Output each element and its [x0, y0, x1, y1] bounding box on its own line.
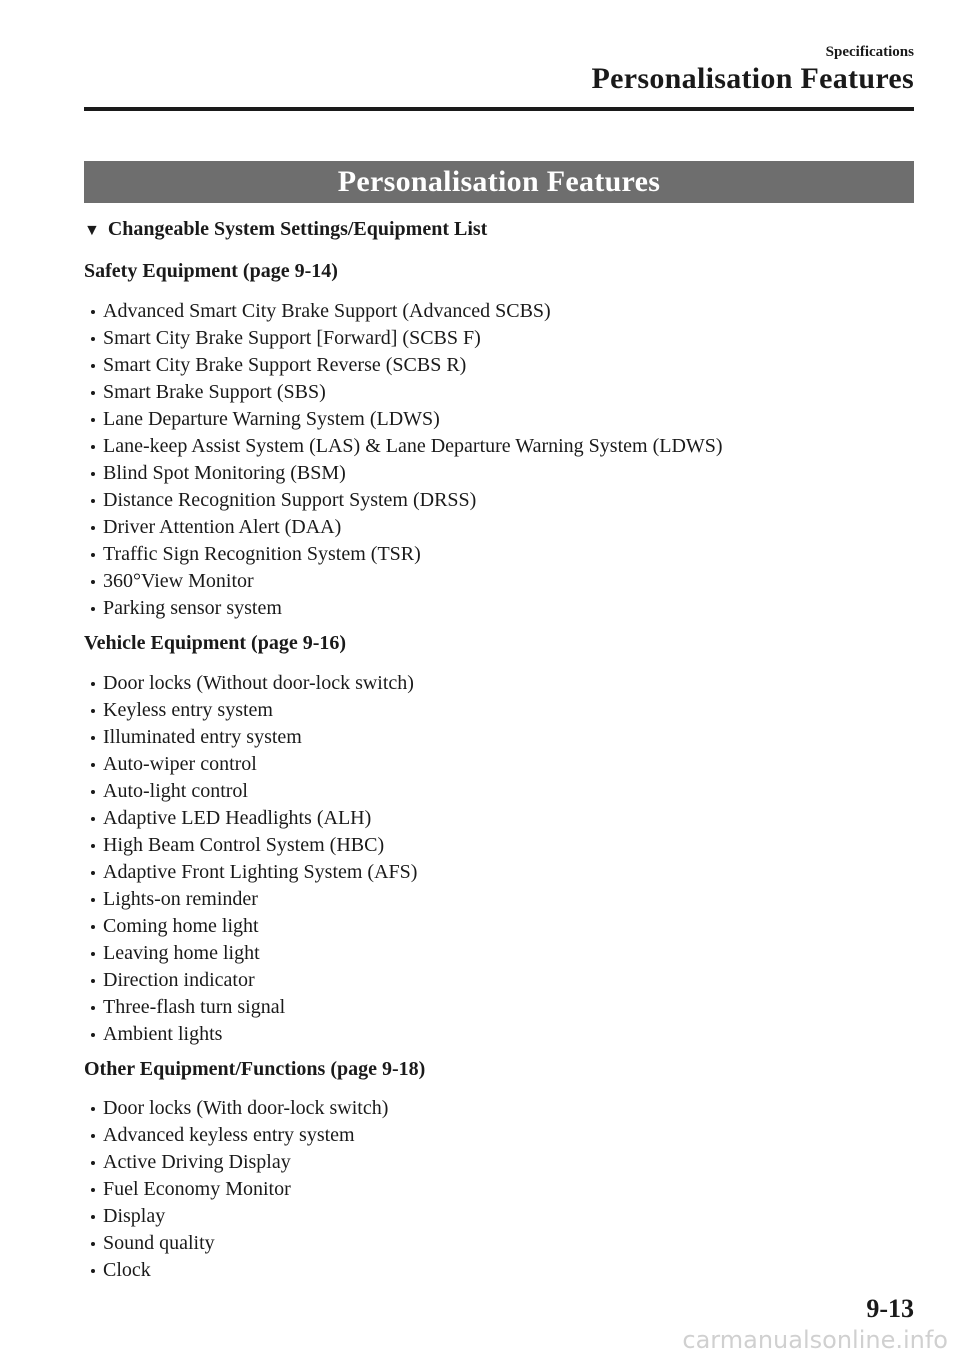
list-vehicle — [84, 670, 417, 1048]
bullet-icon — [91, 898, 95, 902]
bullet-icon — [91, 499, 95, 503]
bullet-icon — [91, 1107, 95, 1111]
bullet-icon — [91, 472, 95, 476]
bullet-icon — [91, 736, 95, 740]
bullet-icon — [91, 364, 95, 368]
list-item: 360°View Monitor — [84, 568, 723, 595]
list-item: Active Driving Display — [84, 1149, 388, 1176]
list-other — [84, 1095, 388, 1284]
list-item: Clock — [84, 1257, 388, 1284]
list-item: Traffic Sign Recognition System (TSR) — [84, 541, 723, 568]
bullet-icon — [91, 844, 95, 848]
bullet-icon — [91, 871, 95, 875]
list-item: Smart City Brake Support [Forward] (SCBS F) — [84, 325, 723, 352]
list-item: Smart Brake Support (SBS) — [84, 379, 723, 406]
list-item: Door locks (With door-lock switch) — [84, 1095, 388, 1122]
list-item: Smart City Brake Support Reverse (SCBS R) — [84, 352, 723, 379]
bullet-icon — [91, 391, 95, 395]
list-item: Display — [84, 1203, 388, 1230]
list-item: Advanced keyless entry system — [84, 1122, 388, 1149]
bullet-icon — [91, 1033, 95, 1037]
bullet-icon — [91, 418, 95, 422]
bullet-icon — [91, 1215, 95, 1219]
bullet-icon — [91, 1006, 95, 1010]
list-item: Auto-wiper control — [84, 751, 417, 778]
list-item: Ambient lights — [84, 1021, 417, 1048]
list-item: Leaving home light — [84, 940, 417, 967]
list-item: Keyless entry system — [84, 697, 417, 724]
subheading — [84, 218, 487, 241]
header-chapter: Specifications — [825, 44, 914, 60]
section-title-other: Other Equipment/Functions (page 9-18) — [84, 1058, 426, 1080]
bullet-icon — [91, 1161, 95, 1165]
triangle-down-icon: ▼ — [84, 221, 100, 239]
page-number: 9-13 — [866, 1294, 914, 1323]
bullet-icon — [91, 607, 95, 611]
bullet-icon — [91, 979, 95, 983]
bullet-icon — [91, 1134, 95, 1138]
list-safety — [84, 298, 723, 622]
watermark: carmanualsonline.info — [682, 1326, 948, 1354]
list-item: Fuel Economy Monitor — [84, 1176, 388, 1203]
list-item: Illuminated entry system — [84, 724, 417, 751]
list-item: Three-flash turn signal — [84, 994, 417, 1021]
bullet-icon — [91, 790, 95, 794]
subheading-text: Changeable System Settings/Equipment List — [107, 218, 488, 240]
bullet-icon — [91, 1188, 95, 1192]
bullet-icon — [91, 310, 95, 314]
banner-title: Personalisation Features — [337, 165, 661, 198]
bullet-icon — [91, 817, 95, 821]
section-banner — [84, 161, 914, 203]
bullet-icon — [91, 580, 95, 584]
list-item: Lights-on reminder — [84, 886, 417, 913]
list-item: Parking sensor system — [84, 595, 723, 622]
header-rule — [84, 107, 914, 111]
bullet-icon — [91, 337, 95, 341]
list-item: Advanced Smart City Brake Support (Advanced SCBS) — [84, 298, 723, 325]
list-item: Lane-keep Assist System (LAS) & Lane Departure Warning System (LDWS) — [84, 433, 723, 460]
list-item: Adaptive Front Lighting System (AFS) — [84, 859, 417, 886]
list-item: Blind Spot Monitoring (BSM) — [84, 460, 723, 487]
bullet-icon — [91, 526, 95, 530]
header-title: Personalisation Features — [591, 62, 914, 95]
list-item: Door locks (Without door-lock switch) — [84, 670, 417, 697]
bullet-icon — [91, 682, 95, 686]
list-item: Coming home light — [84, 913, 417, 940]
bullet-icon — [91, 952, 95, 956]
list-item: Adaptive LED Headlights (ALH) — [84, 805, 417, 832]
list-item: Direction indicator — [84, 967, 417, 994]
bullet-icon — [91, 1242, 95, 1246]
bullet-icon — [91, 445, 95, 449]
list-item: Auto-light control — [84, 778, 417, 805]
list-item: Driver Attention Alert (DAA) — [84, 514, 723, 541]
list-item: High Beam Control System (HBC) — [84, 832, 417, 859]
list-item: Distance Recognition Support System (DRSS) — [84, 487, 723, 514]
list-item: Sound quality — [84, 1230, 388, 1257]
bullet-icon — [91, 763, 95, 767]
list-item: Lane Departure Warning System (LDWS) — [84, 406, 723, 433]
bullet-icon — [91, 553, 95, 557]
bullet-icon — [91, 925, 95, 929]
section-title-vehicle: Vehicle Equipment (page 9-16) — [84, 632, 347, 654]
section-title-safety: Safety Equipment (page 9-14) — [84, 260, 338, 282]
bullet-icon — [91, 1269, 95, 1273]
bullet-icon — [91, 709, 95, 713]
